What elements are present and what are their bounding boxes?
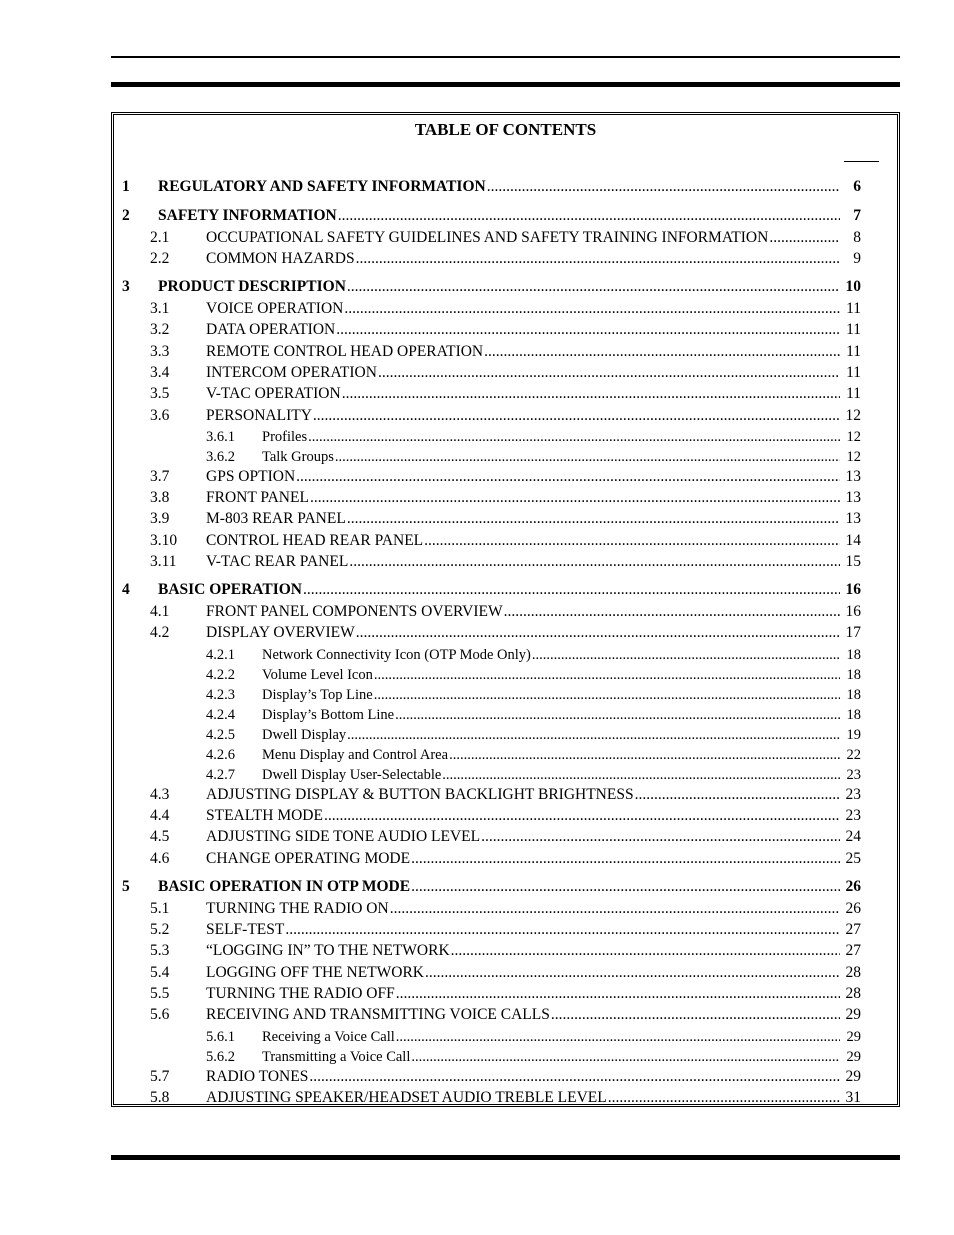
- toc-entry-page: 8: [853, 228, 861, 246]
- toc-leader-dots: [347, 509, 840, 529]
- toc-entry-number: 4.3: [150, 785, 170, 803]
- toc-entry[interactable]: [114, 552, 897, 572]
- toc-title: TABLE OF CONTENTS: [414, 120, 597, 139]
- toc-entry-title: Dwell Display: [262, 726, 347, 743]
- toc-entry-title: RECEIVING AND TRANSMITTING VOICE CALLS: [206, 1006, 550, 1024]
- toc-entry-number: 5.6.1: [206, 1028, 235, 1045]
- toc-leader-dots: [635, 785, 840, 805]
- toc-leader-dots: [347, 277, 840, 297]
- toc-leader-dots: [442, 765, 840, 785]
- toc-entry-page: 29: [846, 1028, 861, 1045]
- toc-entry-page: 28: [845, 984, 861, 1002]
- toc-entry-title: STEALTH MODE: [206, 807, 323, 824]
- toc-leader-dots: [374, 685, 840, 705]
- toc-entry[interactable]: [114, 623, 897, 643]
- toc-leader-dots: [449, 745, 840, 765]
- toc-entry-title: BASIC OPERATION: [158, 581, 302, 599]
- toc-leader-dots: [425, 963, 840, 983]
- toc-entry-page: 26: [845, 899, 861, 917]
- toc-entry-number: 4.4: [150, 807, 170, 824]
- toc-leader-dots: [395, 705, 840, 725]
- toc-entry[interactable]: [114, 920, 897, 940]
- toc-entry-page: 9: [853, 249, 861, 267]
- toc-entry-number: 4.2: [150, 624, 170, 642]
- toc-leader-dots: [313, 406, 840, 426]
- toc-entry-title: COMMON HAZARDS: [206, 249, 355, 267]
- toc-entry[interactable]: [114, 827, 897, 847]
- toc-entry-page: 13: [845, 510, 861, 528]
- toc-entry-number: 4.2.3: [206, 686, 235, 703]
- toc-entry-title: PERSONALITY: [206, 406, 312, 424]
- toc-entry[interactable]: [114, 509, 897, 529]
- toc-entry-title: FRONT PANEL: [206, 489, 309, 507]
- toc-entry[interactable]: [114, 849, 897, 869]
- toc-entry-number: 5.5: [150, 984, 170, 1002]
- toc-entry[interactable]: [114, 685, 897, 705]
- toc-entry-number: 4.2.2: [206, 666, 235, 683]
- page-column-rule: [844, 161, 879, 162]
- toc-leader-dots: [551, 1005, 840, 1025]
- toc-leader-dots: [303, 580, 840, 600]
- toc-entry-title: REMOTE CONTROL HEAD OPERATION: [206, 342, 484, 360]
- footer-rule: [111, 1155, 900, 1160]
- toc-entry-number: 4.6: [150, 849, 170, 867]
- toc-entry-number: 4.2.5: [206, 726, 235, 743]
- toc-entry-page: 16: [845, 603, 861, 621]
- toc-entry-page: 11: [846, 321, 861, 339]
- toc-entry[interactable]: [114, 806, 897, 826]
- toc-entry[interactable]: [114, 447, 897, 467]
- toc-entry[interactable]: [114, 488, 897, 508]
- toc-entry-page: 28: [845, 963, 861, 981]
- toc-entry-title: “LOGGING IN” TO THE NETWORK: [206, 942, 450, 960]
- toc-entry-title: BASIC OPERATION IN OTP MODE: [158, 877, 411, 895]
- toc-entry-number: 3.1: [150, 300, 170, 317]
- toc-entry-page: 11: [846, 385, 861, 403]
- toc-entry[interactable]: [114, 531, 897, 551]
- toc-entry-number: 4.1: [150, 603, 170, 621]
- toc-entry-page: 24: [845, 828, 861, 846]
- toc-entry-number: 5.6: [150, 1006, 170, 1024]
- toc-entry-title: TURNING THE RADIO ON: [206, 899, 389, 917]
- toc-entry-number: 4: [122, 581, 130, 599]
- toc-entry[interactable]: [114, 363, 897, 383]
- toc-entry-number: 3.7: [150, 467, 170, 485]
- toc-entry-page: 10: [845, 278, 861, 296]
- toc-entry-page: 16: [845, 581, 861, 599]
- toc-entry[interactable]: [114, 1027, 897, 1047]
- toc-entry[interactable]: [114, 984, 897, 1004]
- toc-entry[interactable]: [114, 1088, 897, 1108]
- toc-entry-title: ADJUSTING DISPLAY & BUTTON BACKLIGHT BRIGHTNESS: [206, 785, 634, 803]
- toc-entry-page: 15: [845, 553, 861, 570]
- header-rule-thick: [111, 82, 900, 87]
- toc-entry-title: INTERCOM OPERATION: [206, 363, 377, 381]
- toc-entry[interactable]: [114, 228, 897, 248]
- toc-entry-title: DISPLAY OVERVIEW: [206, 624, 355, 642]
- toc-entry-number: 3.5: [150, 385, 170, 403]
- toc-entry-title: SELF-TEST: [206, 921, 285, 938]
- toc-entry[interactable]: [114, 249, 897, 269]
- toc-entry-number: 3.11: [150, 553, 177, 570]
- toc-entry-title: Menu Display and Control Area: [262, 746, 449, 763]
- toc-entry-title: CHANGE OPERATING MODE: [206, 849, 411, 867]
- toc-entry-page: 27: [845, 921, 861, 938]
- toc-entry-title: Receiving a Voice Call: [262, 1028, 395, 1045]
- toc-leader-dots: [349, 552, 840, 572]
- toc-leader-dots: [451, 941, 840, 961]
- toc-entry[interactable]: [114, 602, 897, 622]
- toc-entry-title: Network Connectivity Icon (OTP Mode Only): [262, 646, 531, 663]
- toc-entry-title: Transmitting a Voice Call: [262, 1048, 411, 1065]
- toc-entry-title: SAFETY INFORMATION: [158, 206, 337, 224]
- toc-entry[interactable]: [114, 427, 897, 447]
- toc-entry[interactable]: [114, 705, 897, 725]
- toc-leader-dots: [336, 320, 840, 340]
- toc-entry-number: 1: [122, 178, 130, 195]
- toc-entry-page: 25: [845, 849, 861, 867]
- toc-entry[interactable]: [114, 785, 897, 805]
- toc-entry-number: 2.1: [150, 228, 170, 246]
- toc-leader-dots: [378, 363, 840, 383]
- toc-leader-dots: [390, 899, 840, 919]
- toc-entry-page: 23: [846, 766, 861, 783]
- toc-entry-page: 18: [846, 706, 861, 723]
- toc-entry-title: V-TAC REAR PANEL: [206, 553, 349, 570]
- toc-leader-dots: [396, 984, 840, 1004]
- toc-leader-dots: [532, 645, 840, 665]
- toc-entry-number: 4.2.1: [206, 646, 235, 663]
- toc-entry[interactable]: [114, 665, 897, 685]
- toc-entry[interactable]: [114, 963, 897, 983]
- toc-entry-number: 5.3: [150, 942, 170, 960]
- toc-leader-dots: [324, 806, 840, 826]
- toc-leader-dots: [504, 602, 840, 622]
- toc-entry-title: Profiles: [262, 428, 308, 445]
- toc-entry-page: 11: [846, 342, 861, 360]
- toc-entry-page: 12: [846, 428, 861, 445]
- toc-leader-dots: [374, 665, 840, 685]
- toc-leader-dots: [285, 920, 840, 940]
- toc-entry-page: 17: [845, 624, 861, 642]
- toc-entry-number: 3.10: [150, 531, 178, 549]
- toc-entry-number: 5.7: [150, 1067, 170, 1085]
- toc-entry-number: 2.2: [150, 249, 170, 267]
- toc-entry[interactable]: [114, 342, 897, 362]
- toc-leader-dots: [342, 384, 840, 404]
- toc-entry-page: 22: [846, 746, 861, 763]
- toc-entry-title: REGULATORY AND SAFETY INFORMATION: [158, 178, 486, 195]
- toc-entry-title: Dwell Display User-Selectable: [262, 766, 442, 783]
- toc-entry-page: 26: [845, 877, 861, 895]
- toc-entry-title: V-TAC OPERATION: [206, 385, 341, 403]
- toc-entry-title: LOGGING OFF THE NETWORK: [206, 963, 424, 981]
- toc-entry-number: 3.9: [150, 510, 170, 528]
- toc-entry[interactable]: [114, 320, 897, 340]
- toc-entry-number: 3.8: [150, 489, 170, 507]
- toc-entry-title: ADJUSTING SIDE TONE AUDIO LEVEL: [206, 828, 481, 846]
- toc-leader-dots: [481, 827, 840, 847]
- toc-entry-number: 5.2: [150, 921, 170, 938]
- toc-leader-dots: [411, 877, 840, 897]
- toc-entry[interactable]: [114, 941, 897, 961]
- toc-entry[interactable]: [114, 745, 897, 765]
- toc-entry-title: DATA OPERATION: [206, 321, 336, 339]
- toc-entry[interactable]: [114, 384, 897, 404]
- toc-entry-title: TURNING THE RADIO OFF: [206, 984, 395, 1002]
- toc-entry[interactable]: [114, 1005, 897, 1025]
- toc-entry-title: FRONT PANEL COMPONENTS OVERVIEW: [206, 603, 503, 621]
- toc-entry-page: 23: [845, 807, 861, 824]
- toc-entry[interactable]: [114, 277, 897, 297]
- toc-leader-dots: [484, 342, 840, 362]
- toc-entry-number: 2: [122, 206, 130, 224]
- toc-entry-number: 3.6.1: [206, 428, 235, 445]
- toc-entry-title: GPS OPTION: [206, 467, 296, 485]
- toc-entry-page: 14: [845, 531, 861, 549]
- toc-leader-dots: [356, 249, 840, 269]
- toc-entry-title: ADJUSTING SPEAKER/HEADSET AUDIO TREBLE LEVEL: [206, 1088, 607, 1106]
- toc-entry-title: Volume Level Icon: [262, 666, 373, 683]
- toc-entry-title: PRODUCT DESCRIPTION: [158, 278, 346, 296]
- toc-frame: [111, 112, 900, 1107]
- toc-entry-page: 29: [846, 1048, 861, 1065]
- toc-entry[interactable]: [114, 877, 897, 897]
- toc-entry-page: 31: [845, 1088, 861, 1106]
- toc-entry[interactable]: [114, 177, 897, 197]
- toc-leader-dots: [411, 1047, 840, 1067]
- toc-leader-dots: [308, 427, 840, 447]
- toc-entry-page: 23: [845, 785, 861, 803]
- toc-leader-dots: [344, 299, 840, 319]
- toc-leader-dots: [608, 1088, 840, 1108]
- toc-entry-title: Display’s Top Line: [262, 686, 373, 703]
- toc-entry-number: 5.6.2: [206, 1048, 235, 1065]
- toc-entry-title: VOICE OPERATION: [206, 300, 344, 317]
- toc-entry-page: 12: [845, 406, 861, 424]
- toc-entry[interactable]: [114, 299, 897, 319]
- toc-entry-number: 5: [122, 877, 130, 895]
- toc-entry-title: Display’s Bottom Line: [262, 706, 395, 723]
- toc-entry-page: 19: [846, 726, 861, 743]
- toc-entry-number: 5.4: [150, 963, 170, 981]
- toc-leader-dots: [487, 177, 840, 197]
- toc-entry-page: 29: [845, 1067, 861, 1085]
- toc-entry-number: 4.2.4: [206, 706, 235, 723]
- toc-leader-dots: [396, 1027, 840, 1047]
- toc-leader-dots: [424, 531, 840, 551]
- toc-entry[interactable]: [114, 580, 897, 600]
- toc-leader-dots: [309, 1067, 840, 1087]
- toc-entry[interactable]: [114, 1047, 897, 1067]
- toc-entry[interactable]: [114, 1067, 897, 1087]
- toc-entry-number: 3.3: [150, 342, 170, 360]
- toc-entry[interactable]: [114, 725, 897, 745]
- header-rule-thin: [111, 56, 900, 58]
- toc-leader-dots: [338, 206, 840, 226]
- toc-entry-page: 7: [853, 206, 861, 224]
- toc-entry-title: RADIO TONES: [206, 1067, 309, 1085]
- toc-entry-title: OCCUPATIONAL SAFETY GUIDELINES AND SAFETY TRAINING INFORMATION: [206, 228, 769, 246]
- toc-entry-number: 3.2: [150, 321, 170, 339]
- toc-entry-number: 3.6.2: [206, 448, 235, 465]
- toc-entry-page: 18: [846, 666, 861, 683]
- toc-entry-page: 11: [846, 300, 861, 317]
- toc-entry-number: 4.5: [150, 828, 170, 846]
- toc-entry[interactable]: [114, 406, 897, 426]
- toc-leader-dots: [296, 467, 840, 487]
- toc-entry-title: CONTROL HEAD REAR PANEL: [206, 531, 424, 549]
- toc-leader-dots: [310, 488, 840, 508]
- toc-entry-page: 18: [846, 686, 861, 703]
- toc-entry[interactable]: [114, 467, 897, 487]
- toc-leader-dots: [769, 228, 840, 248]
- toc-entry-number: 3.6: [150, 406, 170, 424]
- toc-leader-dots: [335, 447, 840, 467]
- toc-entry[interactable]: [114, 765, 897, 785]
- toc-entry-number: 3: [122, 278, 130, 296]
- toc-entry-number: 3.4: [150, 363, 170, 381]
- toc-entry-number: 5.8: [150, 1088, 170, 1106]
- toc-entry-title: M-803 REAR PANEL: [206, 510, 346, 528]
- toc-entry-number: 4.2.6: [206, 746, 235, 763]
- toc-entry-page: 27: [845, 942, 861, 960]
- toc-entry-page: 29: [845, 1006, 861, 1024]
- toc-entry-page: 11: [846, 363, 861, 381]
- toc-entry-title: Talk Groups: [262, 448, 334, 465]
- toc-leader-dots: [356, 623, 840, 643]
- toc-entry[interactable]: [114, 206, 897, 226]
- toc-entry-number: 4.2.7: [206, 766, 235, 783]
- toc-entry-page: 12: [846, 448, 861, 465]
- toc-entry-number: 5.1: [150, 899, 170, 917]
- toc-entry-page: 18: [846, 646, 861, 663]
- toc-entry[interactable]: [114, 899, 897, 919]
- toc-entry-page: 13: [845, 489, 861, 507]
- toc-entry-page: 6: [853, 178, 861, 195]
- toc-leader-dots: [411, 849, 840, 869]
- toc-leader-dots: [347, 725, 840, 745]
- toc-entry[interactable]: [114, 645, 897, 665]
- toc-entry-page: 13: [845, 467, 861, 485]
